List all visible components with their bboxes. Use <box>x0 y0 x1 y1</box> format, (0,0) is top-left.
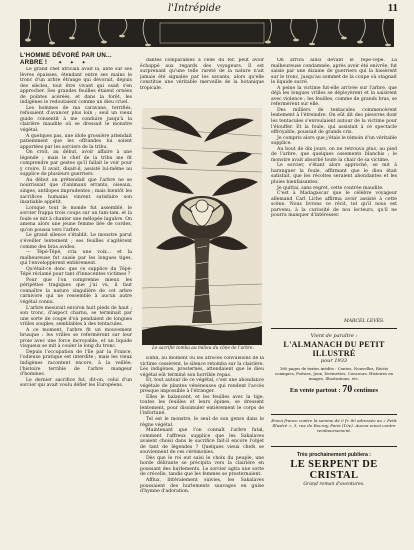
paragraph: Et, tout autour de ce végétal, c'est une abondance végétale de plantes vénéneuses qui rendent l'accès presque impossible à l'étranger. <box>140 378 264 395</box>
paragraph: — Tépé-Tépé, cria une voix... et la malheureuse fut saisie par les longues tiges, qui l'enveloppèrent entièrement. <box>20 250 132 267</box>
serial-announcement <box>271 452 397 487</box>
advert-lead: Vient de paraître : <box>310 333 358 339</box>
paragraph: Au bout de dix jours, on ne retrouva plus, au pied de l'arbre, que quelques ossements blanchis ; le monstre avait absorbé toute la chair de sa victime. <box>271 146 397 163</box>
paragraph: Enfin, au moment où les atroces convulsions de la victime cessèrent, le silence retomba sur la clairière. Les indigènes, prosternés, attendaient que le dieu végétal eût terminé son horrible repas. <box>140 356 264 378</box>
journal-name: l'Intrépide <box>168 3 221 14</box>
paragraph: Elles le balancent, et les feuilles avec la tige, toutes les feuilles et leurs épines, se dressent lentement, pour dissimuler entièrement le corps de l'infortuné. <box>140 394 264 417</box>
paragraph: Le grand silence s'établit. Le monstre parut s'éveiller lentement ; ses feuilles s'agitèrent comme des bras avides. <box>20 233 132 250</box>
paragraph: Le dernier sacrifice fut, dit-on, celui d'un sorcier qui avait voulu défier les Européens. <box>20 377 132 389</box>
foliage-ornament <box>20 19 394 47</box>
paragraph: A peine la victime fut-elle arrivée sur l'arbre, que déjà les longues vrilles se déployèrent et la saisirent avec violence ; les feuilles, comme de grands bras, se refermèrent sur elle. <box>271 85 397 108</box>
paragraph: dantes comparables à celle du fer, peut avoir échappé aux regards des voyageurs. Il est surprenant qu'une telle rareté de la nature n'ait jamais été signalée par les savants, alors qu'elle constitue une véritable merveille de la botanique tropicale. <box>140 58 264 91</box>
paragraph: Les hommes de ma caravane, terrifiés, refusaient d'avancer plus loin ; seul un vieux guide consentit à me conduire jusqu'à la clairière maudite où se dressait le monstre végétal. <box>20 105 132 134</box>
paragraph: Le grand chef africain avait là, ante sur ses lèvres épaisses, étendant entre ses mains le tronc d'un arbre étrange qui dévorait, depuis des siècles, tout être vivant qui osait s'en approcher. Ses grandes feuilles étaient ornées de pointes acérées, et dans la forêt, les indigènes le redoutaient comme un dieu cruel. <box>20 67 132 106</box>
price-prefix: En vente partout : <box>289 387 341 395</box>
divider <box>271 328 397 329</box>
mail-order-notice: Envoi franco contre la somme de 0 fr. 80 adressée au « Petit Illustré », 3, rue de Rocroy, Paris (10e). Aucun envoi contre remboursement. <box>271 418 397 433</box>
divider <box>271 414 397 415</box>
advert-year: pour 1933 <box>320 358 348 364</box>
running-header <box>0 3 414 17</box>
price-value: 70 <box>342 384 353 396</box>
illustration-caption: Le sacrifié tomba au milieu du cône de l'arbre. <box>152 346 254 351</box>
advert-price <box>271 384 397 395</box>
paragraph: Pour que l'on comprenne mieux les péripéties tragiques que j'ai vu, il faut connaître la nature singulière de cet arbre carnivore qui ne ressemble à aucun autre végétal connu. <box>20 277 132 305</box>
paragraph: A quelques pas, une idole grossière attendait patiemment que les offrandes lui soient apportées par les sorciers de la tribu. <box>20 133 132 150</box>
paragraph: Au début on prétendait que l'arbre ne se nourrissait que d'animaux errants, oiseaux, singes, antilopes imprudentes ; mais bientôt les sacrifices humains vinrent satisfaire son insatiable appétit. <box>20 177 132 206</box>
paragraph: Je compris alors que j'étais le témoin d'un véritable supplice. <box>271 135 397 147</box>
author-signature: MARCEL LEVÈS. <box>344 319 385 324</box>
paragraph: A ce moment, l'arbre fit un mouvement brusque : les vrilles se refermèrent sur leur proie avec une force incroyable, et un liquide visqueux se mit à couler le long du tronc. <box>20 327 132 350</box>
story-title: L'HOMME DÉVORÉ PAR UN... ARBRE ! <box>20 52 112 66</box>
divider <box>271 446 397 447</box>
paragraph: Je quittai, sans regret, cette contrée maudite. <box>277 185 384 191</box>
paragraph: Qu'était-ce donc que ce supplice du Tépé-Tépé réclamé pour tant d'innocentes victimes ? <box>20 266 132 278</box>
paragraph: Maintenant que l'on connaît l'arbre fatal, comment l'affreux supplice que les Sakalaves avaient choisi dans le sacrifice fait-il encore l'objet de tant de légendes ? Quelques vieux chefs se souviennent de ces cérémonies. <box>140 428 264 456</box>
serial-subtitle: Grand roman d'aventures. <box>303 482 365 487</box>
text-column-1 <box>20 67 132 543</box>
advert-title: L'ALMANACH DU PETIT ILLUSTRÉ <box>283 340 385 358</box>
text-column-3 <box>271 58 397 318</box>
paragraph: Dès que le roi eut saisi le choix du peuple, une horde délirante se précipita vers la clairière en poussant des hurlements. Le sorcier agita une sorte de crécelle, tandis que les femmes se prosternaient. <box>140 455 264 478</box>
text-column-2-bottom <box>140 356 264 542</box>
paragraph: On croit, au début, avoir affaire à une légende ; mais le chef de la tribu me fit comprendre par gestes qu'il fallait le voir pour y croire. Il avait, disait-il, assisté lui-même au supplice de plusieurs guerriers. <box>20 150 132 178</box>
title-ornament: ✦ ✦ ✦ <box>58 60 89 66</box>
text-column-2-top <box>140 58 264 106</box>
paragraph: Des milliers de tentacules commencèrent lentement à l'étreindre. On eût dit des pieuvres dont les tentacules s'enroulaient autour de la victime pour l'étouffer. Et la foule, qui assistait à ce spectacle effroyable, poussait de grands cris. <box>271 107 397 136</box>
advert-details: 160 pages de textes inédits : Contes, Nouvelles, Récits comiques, Poésies, Jeux, Devinettes, Concours. Histoires en images, Illustrations, etc. <box>274 366 394 381</box>
paragraph: L'arbre mesurait environ huit pieds de haut ; son tronc, d'aspect charnu, se terminait par une sorte de coupe d'où pendaient de longues vrilles souples, semblables à des tentacules. <box>20 305 132 328</box>
serial-title: LE SERPENT DE CRISTAL <box>290 459 378 481</box>
decorative-banner <box>20 19 394 47</box>
paragraph: Afflux, littéralement suivies, les Sakalaves poussaient des hurlements sauvages en guise d'hymne d'adoration. <box>140 478 264 495</box>
paragraph: C'est à Madagascar que le célèbre voyageur allemand Carl Liche affirma avoir assisté à cette scène. Nous livrons ce récit, tel qu'il nous est parvenu, à la curiosité de nos lecteurs, qu'il ne pourra manquer d'intéresser. <box>271 191 397 219</box>
page-number: 11 <box>387 2 398 14</box>
paragraph: Lorsque tout le monde fut assemblé, le sorcier frappa trois coups sur un tam-tam, et la foule se mit à chanter une mélopée lugubre. On amena alors une jeune femme liée de cordes, qu'on poussa vers l'arbre. <box>20 205 132 233</box>
serial-lead: Très prochainement publiera : <box>296 452 372 458</box>
almanach-advert <box>271 333 397 395</box>
paragraph: On arriva ainsi devant le Tépé-Tépé. La malheureuse condamnée, après avoir été enivrée, fut saisie par une dizaine de guerriers qui la hissèrent sur le tronc, jusqu'au sommet de la coupe où stagnait le liquide sucré. <box>271 58 397 86</box>
illustration-man-eating-tree <box>142 108 262 345</box>
paragraph: Tel est le monstre, le seul de son genre dans le règne végétal. <box>140 417 264 428</box>
price-suffix: centimes <box>353 387 379 395</box>
paragraph: Depuis l'occupation de l'île par la France, l'odieuse pratique est interdite ; mais les vieux indigènes racontent encore, à la veillée, l'histoire terrible de l'arbre mangeur d'hommes. <box>20 349 132 378</box>
paragraph: Le sorcier, s'étant alors approché, se mit à haranguer la foule, affirmant que le dieu était satisfait, que les récoltes seraient abondantes et les pluies bienfaisantes. <box>271 163 397 186</box>
